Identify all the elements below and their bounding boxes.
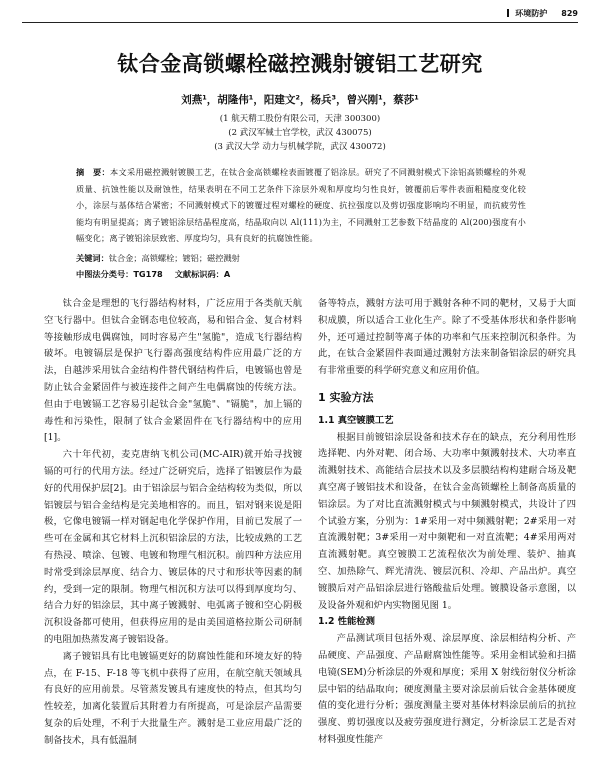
header-rule xyxy=(22,22,578,23)
body-paragraph: 六十年代初，麦克唐纳飞机公司(MC-AIR)就开始寻找镀镉的可行的代用方法。经过广泛研究后，选择了铝镀层作为最好的代用保护层[2]。由于铝涂层与铝合金结构较为类似，所以铝镀层与铝合金结构是完美地相容的。而且，铝对钢来说是阳极，它像电镀镉一样对钢起电化学保护作用，目前已发展了一些可在金属和其它材料上沉积铝涂层的方法，比较成熟的工艺有热浸、喷涂、包镀、电镀和物理气相沉积。前四种方法应用时常受到涂层厚度、结合力、镀层体的尺寸和形状等因素的制约，受到一定的限制。物理气相沉积方法可以得到厚度均匀、结合力好的铝涂层，其中离子镀溅射、电弧离子镀和空心阴极沉积设备都可使用，但获得应用的是由美国道格拉斯公司研制的电阻加热蒸发离子镀铝设备。 xyxy=(44,449,302,645)
abstract-text: 本文采用磁控溅射镀膜工艺，在钛合金高锁螺栓表面镀覆了铝涂层。研究了不同溅射模式下涂铝高锁螺栓的外观质量、抗蚀性能以及耐蚀性，结果表明在不同工艺条件下涂层外观和厚度均匀性良好，镀覆前后零件表面粗糙度变化较小，涂层与基体结合紧密；不同溅射模式下的镀覆过程对螺栓的硬度、抗拉强度以及剪切强度影响均不明显，而抗疲劳性能均有明显提高；离子镀铝涂层结晶程度高，结晶取向以 Al(111)为主，不同溅射工艺参数下结晶度的 Al(200)强度有小幅变化；离子镀铝涂层致密、厚度均匀，具有良好的抗腐蚀性能。 xyxy=(76,167,526,243)
affiliation-1: (1 航天精工股份有限公司，天津 300300) xyxy=(219,114,381,124)
clc-label: 中图法分类号： xyxy=(76,269,134,279)
body-paragraph: 产品测试项目包括外观、涂层厚度、涂层相结构分析、产品硬度、产品强度、产品耐腐蚀性能等。采用金相试验和扫描电镜(SEM)分析涂层的外观和厚度；采用 X 射线衍射仪分析涂层中铝的结晶取向；硬度测量主要对涂层前后钛合金基体硬度值的变化进行分析；强度测量主要对基体材料涂层前后的抗拉强度、剪切强度以及疲劳强度进行测定，分析涂层工艺是否对材料强度性能产 xyxy=(318,633,576,745)
running-title: 环境防护 xyxy=(515,9,548,18)
body-paragraph: 离子镀铝具有比电镀镉更好的防腐蚀性能和环境友好的特点，在 F-15、F-18 等飞机中获得了应用，在航空航天领域具有良好的应用前景。尽管蒸发镀具有速度快的特点，但其均匀性较差，加离化装置后其附着力有所提高，可是涂层产品需要复杂的后处理，不利于大批量生产。溅射是工业应用最广泛的制备技术，具有低温制 xyxy=(44,650,302,746)
section-heading-1-1: 1.1 真空镀膜工艺 xyxy=(318,414,394,426)
abstract-label: 摘 要： xyxy=(76,167,110,177)
affiliation-3: (3 武汉大学 动力与机械学院，武汉 430072) xyxy=(214,142,386,152)
author-list: 刘燕¹，胡隆伟¹，阳建文²，杨兵³，曾兴刚¹，蔡莎¹ xyxy=(181,94,419,106)
keywords-label: 关键词： xyxy=(76,253,109,263)
body-paragraph: 根据目前镀铝涂层设备和技术存在的缺点，充分利用性形选择靶、内外对靶、闭合场、大功率中频溅射技术、大功率直流溅射技术、高能结合层技术以及多层膜结构构建耐合场及靶真空离子镀铝技术和设备，在钛合金高锁螺栓上制备高质量的铝涂层。为了对比直流溅射模式与中频溅射模式，共设计了四个试验方案，分别为：1#采用一对中频溅射靶；2#采用一对直流溅射靶；3#采用一对中频靶和一对直流靶；4#采用两对直流溅射靶。真空镀膜工艺流程依次为前处理、装炉、抽真空、加热除气、辉光清洗、镀层沉积、冷却、产品出炉。真空镀膜后对产品铝涂层进行铬酸盐后处理。镀膜设备示意图，以及设备外观和炉内实物图见图 1。 xyxy=(318,431,576,611)
page-number: 829 xyxy=(561,9,578,18)
body-column-right xyxy=(318,296,576,749)
clc-value: TG178 xyxy=(133,269,163,279)
keywords-text: 钛合金；高锁螺栓；镀铝；磁控溅射 xyxy=(108,253,240,263)
body-paragraph: 钛合金是理想的飞行器结构材料，广泛应用于各类航天航空飞行器中。但钛合金钢态电位较高，易和铝合金、复合材料等接触形成电偶腐蚀，同时容易产生"氢脆"，造成飞行器结构破坏。电镀镉层是保护飞行器高强度结构件应用最广泛的方法，自越涉采用钛合金结构件替代钢结构件后，电镀镉也曾是防止钛合金紧固件与被连接件之间产生电偶腐蚀的传统方法。但由于电镀镉工艺容易引起钛合金"氢脆"、"镉脆"，加上镉的毒性和污染性，限制了钛合金紧固件在飞行器结构中的应用[1]。 xyxy=(44,298,302,444)
doc-code-value: A xyxy=(223,269,231,279)
affiliation-2: (2 武汉军械士官学校，武汉 430075) xyxy=(228,128,372,138)
classification-line xyxy=(76,269,230,280)
section-heading-1: 1 实验方法 xyxy=(318,390,374,404)
paper-title: 钛合金高锁螺栓磁控溅射镀铝工艺研究 xyxy=(117,52,483,76)
running-head xyxy=(507,8,578,19)
body-paragraph: 备等特点，溅射方法可用于溅射各种不同的靶材，又易于大面积成膜，所以适合工业化生产。除了不受基体形状和条件影响外，还可通过控制等离子体的功率和气压来控制沉积条件。为此，在钛合金紧固件表面通过溅射方法来制备铝涂层的研究具有非常重要的科学研究意义和应用价值。 xyxy=(318,298,576,377)
doc-code-label: 文献标识码： xyxy=(174,269,224,279)
section-heading-1-2: 1.2 性能检测 xyxy=(318,616,375,628)
keywords xyxy=(76,253,526,264)
body-column-left xyxy=(44,296,302,750)
abstract xyxy=(76,164,526,247)
header-bar-mark xyxy=(507,9,509,17)
